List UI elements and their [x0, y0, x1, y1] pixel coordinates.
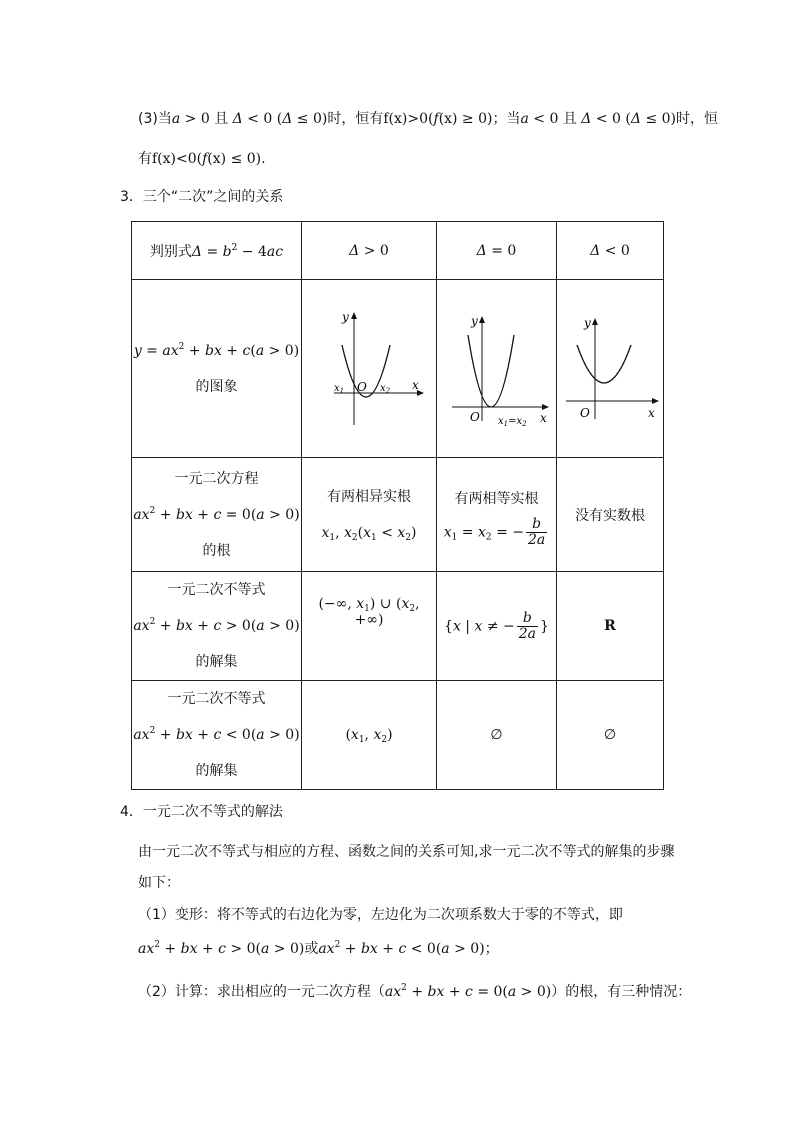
math-sub: 2 [405, 532, 412, 543]
math-var: x [452, 618, 461, 634]
origin-label: O [580, 405, 590, 420]
parabola-double-root-graph [442, 309, 552, 429]
no-real-roots-cell [557, 458, 664, 572]
math-text: < 0 [600, 242, 630, 259]
math-var: Δ [476, 242, 487, 259]
math-var: x [474, 618, 483, 634]
math-text: f(x)<0( [152, 151, 203, 167]
math-var: x [356, 596, 365, 612]
math-text: > 0) [264, 618, 300, 634]
math-var: bx [180, 941, 198, 957]
math-sup: 2 [149, 726, 156, 736]
math-var: bx [175, 618, 193, 634]
row-label: 一元二次不等式 [167, 691, 266, 707]
cell-text: 有两相异实根 [327, 488, 411, 505]
graph-row-label [132, 280, 302, 458]
row-label: 一元二次不等式 [167, 582, 266, 598]
greater-equal-roots-solution [437, 572, 557, 681]
math-var: Δ [581, 111, 592, 127]
math-text: ≤ 0)时，恒 [641, 111, 718, 127]
condition-line-2 [138, 148, 266, 168]
math-text: + [406, 984, 428, 1000]
function-formula [132, 333, 301, 369]
condition-line-1 [138, 108, 718, 128]
math-var: bx [360, 941, 378, 957]
math-text: ； [484, 941, 499, 957]
y-axis-arrow [479, 316, 485, 323]
row-label: 的根 [202, 542, 231, 559]
table-row [132, 572, 664, 681]
math-var: x [443, 524, 452, 541]
row-label: 的解集 [195, 763, 238, 779]
math-text: = 0( [221, 506, 257, 523]
greater-inequality-row-label [132, 572, 302, 681]
row-label: 的图象 [195, 378, 238, 395]
inequality-formula [132, 717, 301, 753]
math-var: bx [427, 984, 445, 1000]
parabola-no-root-graph [560, 309, 660, 429]
math-text: < 0 且 [528, 111, 582, 127]
graph-double-root [437, 280, 557, 458]
root-x2-label [380, 383, 391, 395]
math-text: + [192, 506, 214, 523]
math-sup: 2 [178, 341, 185, 352]
less-no-roots-solution [557, 681, 664, 790]
parabola-curve [468, 335, 514, 407]
math-sub: 1 [329, 532, 336, 543]
fraction [526, 517, 547, 548]
math-var: c [213, 618, 222, 634]
roots-formula [302, 515, 436, 551]
math-text: > 0 且 [180, 111, 233, 127]
double-root-label [498, 416, 527, 428]
math-text: + [159, 941, 181, 957]
math-text: < 0 ( [591, 111, 631, 127]
root-subscript: 2 [521, 419, 527, 428]
y-axis-label: y [584, 315, 591, 330]
root-subscript: 2 [385, 386, 391, 395]
math-text: ( [345, 727, 351, 743]
math-var: a [256, 727, 265, 743]
math-var: c [213, 506, 222, 523]
greater-no-roots-solution [557, 572, 664, 681]
math-text: > 0) [264, 727, 300, 743]
math-text: (x) ≤ 0 [207, 151, 256, 167]
root-var: x [380, 382, 386, 394]
math-sub: 2 [485, 532, 492, 543]
step2-line [138, 981, 691, 1001]
math-text: 有 [138, 151, 152, 167]
math-text: ≤ 0)时，恒有 [292, 111, 384, 127]
math-text: = [457, 524, 478, 541]
header-delta-positive [302, 222, 437, 280]
math-var: a [256, 618, 265, 634]
table-row [132, 681, 664, 790]
math-text: < [376, 524, 398, 541]
quadratic-relations-table [131, 221, 664, 790]
math-text: + [155, 727, 176, 743]
math-sub: 1 [371, 532, 377, 543]
math-var: ax [162, 342, 179, 359]
math-text: > 0) [264, 506, 300, 523]
two-distinct-roots-cell [302, 458, 437, 572]
math-sup: 2 [149, 617, 156, 627]
step1-line: （1）变形：将不等式的右边化为零，左边化为二次项系数大于零的不等式，即 [138, 907, 623, 923]
x-axis-label: x [648, 405, 655, 420]
x-axis-arrow [652, 398, 659, 404]
root-eq: = [507, 415, 516, 427]
math-var: x [373, 727, 382, 743]
y-axis-arrow [592, 318, 598, 325]
cell-text: 有两相等实根 [454, 491, 539, 507]
origin-label: O [357, 379, 367, 394]
graph-two-roots [302, 280, 437, 458]
root-subscript: 1 [339, 386, 345, 395]
empty-set-symbol: ∅ [603, 727, 617, 743]
math-text: , +∞) [354, 596, 420, 628]
math-var: Δ [590, 242, 601, 259]
header-label: 判别式 [149, 243, 192, 260]
math-var: a [256, 506, 265, 523]
math-var: bx [175, 727, 193, 743]
math-text: > 0) [449, 941, 485, 957]
math-var: ax [384, 984, 402, 1000]
math-var: c [218, 941, 226, 957]
math-text: > 0 [359, 242, 389, 259]
math-text: ( [357, 524, 364, 541]
real-numbers-symbol: R [604, 618, 616, 634]
y-axis-arrow [351, 312, 357, 319]
table-row [132, 222, 664, 280]
fraction-denominator: 2a [528, 532, 546, 548]
math-sub: 1 [451, 532, 458, 543]
math-var: y [133, 342, 142, 359]
math-text: f(x)>0( [383, 111, 434, 127]
math-text: + [155, 618, 176, 634]
math-var: f [202, 151, 208, 167]
root-var: x [334, 382, 340, 394]
fraction-numerator: b [517, 611, 538, 627]
paragraph-line: 如下： [138, 875, 180, 891]
math-var: ax [133, 727, 150, 743]
math-text: 或 [304, 941, 319, 957]
math-var: a [507, 984, 517, 1000]
math-text: , [364, 727, 374, 743]
math-text: > 0( [225, 941, 261, 957]
math-var: Δ [349, 242, 360, 259]
root-var: x [516, 415, 522, 427]
math-var: x [350, 727, 359, 743]
math-text: ) [411, 524, 417, 541]
math-text: = 0( [472, 984, 508, 1000]
fraction-denominator: 2a [518, 625, 537, 642]
paragraph-line: 由一元二次不等式与相应的方程、函数之间的关系可知,求一元二次不等式的解集的步骤 [138, 844, 675, 860]
less-inequality-row-label [132, 681, 302, 790]
math-text: ). [255, 151, 266, 167]
header-delta-negative [557, 222, 664, 280]
math-text: + [155, 506, 176, 523]
less-two-roots-solution [302, 681, 437, 790]
math-var: x [401, 596, 410, 612]
math-text: + [377, 941, 399, 957]
math-var: Δ [282, 111, 293, 127]
step1-formula [138, 938, 499, 958]
equal-roots-formula [437, 517, 556, 548]
math-text: { [444, 618, 453, 634]
section-heading-4: 4．一元二次不等式的解法 [120, 804, 283, 820]
x-axis-label: x [539, 410, 547, 425]
math-sub: 2 [381, 735, 388, 745]
greater-two-roots-solution [302, 572, 437, 681]
math-var: c [242, 342, 251, 359]
root-subscript: 1 [503, 419, 508, 428]
math-var: a [520, 111, 529, 127]
math-var: ax [133, 618, 150, 634]
item-label: (3)当 [138, 111, 172, 127]
math-var: bx [175, 506, 193, 523]
equation-formula [132, 497, 301, 533]
discriminant-header [132, 222, 302, 280]
math-text: < 0( [221, 727, 257, 743]
step-text: ）的根，有三种情况： [551, 984, 692, 1000]
math-text: | [460, 618, 475, 634]
math-var: x [397, 524, 406, 541]
fraction [517, 611, 538, 642]
row-label: 一元二次方程 [174, 470, 259, 487]
math-var: ac [266, 243, 284, 260]
math-var: x [321, 524, 330, 541]
x-axis-label: x [412, 377, 419, 392]
math-var: b [222, 243, 232, 260]
empty-set-symbol: ∅ [490, 727, 503, 743]
math-var: x [344, 524, 352, 541]
x-axis-arrow [542, 404, 549, 410]
math-text: (−∞, [318, 596, 357, 612]
math-text: = [202, 243, 223, 260]
math-sub: 1 [358, 735, 365, 745]
math-text: < 0( [406, 941, 442, 957]
math-text: = [141, 342, 163, 359]
math-var: c [213, 727, 222, 743]
table-row [132, 458, 664, 572]
math-text: > 0) [269, 941, 305, 957]
math-text: > 0) [516, 984, 552, 1000]
math-var: Δ [232, 111, 243, 127]
math-text: , [335, 524, 345, 541]
y-axis-label: y [470, 313, 478, 328]
math-var: bx [205, 342, 222, 359]
section-heading-3: 3．三个“二次”之间的关系 [120, 189, 284, 205]
math-text: } [540, 618, 549, 634]
math-text: + [221, 342, 243, 359]
table-row [132, 280, 664, 458]
math-sup: 2 [334, 940, 341, 950]
math-text: − 4 [237, 243, 267, 260]
math-sup: 2 [231, 242, 238, 253]
cell-text: 没有实数根 [575, 507, 645, 524]
math-text: ) ∪ ( [369, 596, 402, 612]
math-var: Δ [630, 111, 641, 127]
parabola-curve [577, 345, 631, 383]
math-sup: 2 [401, 983, 407, 993]
math-var: x [478, 524, 486, 541]
inequality-formula [132, 608, 301, 644]
row-label: 的解集 [195, 654, 238, 670]
math-text: )；当 [487, 111, 521, 127]
math-text: = − [491, 524, 525, 541]
math-text: + [192, 618, 214, 634]
less-equal-roots-solution [437, 681, 557, 790]
math-sub: 1 [364, 604, 370, 614]
step-text: （2）计算：求出相应的一元二次方程（ [138, 984, 385, 1000]
equal-roots-cell [437, 458, 557, 572]
math-sup: 2 [154, 940, 160, 950]
equation-row-label [132, 458, 302, 572]
root-var: x [497, 415, 504, 427]
math-text: > 0) [264, 342, 300, 359]
math-sub: 2 [409, 604, 416, 614]
math-text: < 0 ( [242, 111, 283, 127]
math-text: = 0 [486, 242, 517, 259]
math-text: (x) ≥ 0 [438, 111, 488, 127]
math-var: a [260, 941, 270, 957]
y-axis-label: y [342, 309, 349, 324]
math-text: ) [387, 727, 393, 743]
math-sup: 2 [149, 505, 156, 516]
math-var: ax [318, 941, 335, 957]
header-delta-zero [437, 222, 557, 280]
math-var: ax [133, 506, 150, 523]
math-var: a [255, 342, 265, 359]
math-text: + [197, 941, 219, 957]
math-var: f [433, 111, 439, 127]
math-text: ≠ − [482, 618, 515, 634]
math-text: + [184, 342, 205, 359]
math-var: a [441, 941, 450, 957]
math-text: ( [250, 342, 256, 359]
math-text: > 0( [221, 618, 257, 634]
math-text: + [340, 941, 361, 957]
fraction-numerator: b [526, 517, 547, 533]
graph-no-root [557, 280, 664, 458]
root-x1-label [334, 383, 344, 395]
math-text: + [192, 727, 214, 743]
math-var: c [398, 941, 407, 957]
math-text: + [444, 984, 466, 1000]
math-var: Δ [191, 243, 203, 260]
math-var: ax [138, 941, 155, 957]
math-sub: 2 [351, 532, 358, 543]
parabola-two-roots-graph [314, 309, 424, 429]
origin-label: O [469, 409, 480, 424]
math-var: x [363, 524, 372, 541]
math-var: a [171, 111, 181, 127]
math-var: c [465, 984, 473, 1000]
